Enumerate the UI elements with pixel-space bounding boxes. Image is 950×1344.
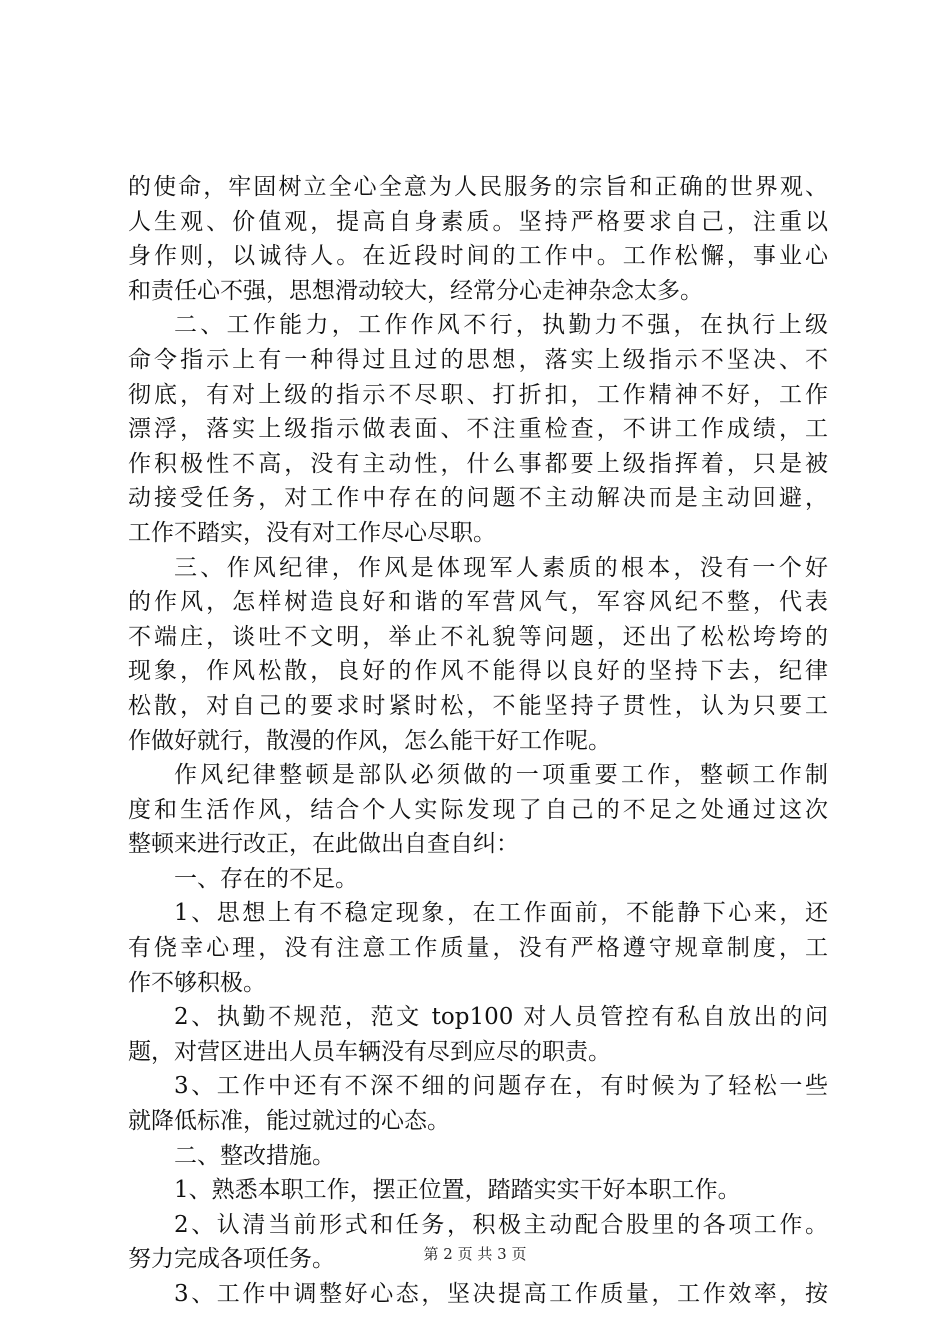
text-line: 身作则，以诚待人。在近段时间的工作中。工作松懈，事业心 <box>128 243 828 270</box>
text-line: 的作风，怎样树造良好和谐的军营风气，军容风纪不整，代表 <box>128 589 828 616</box>
page-footer: 第 2 页 共 3 页 <box>423 1245 527 1263</box>
text-line: 不端庄，谈吐不文明，举止不礼貌等问题，还出了松松垮垮的 <box>128 623 828 650</box>
text-line: 和责任心不强，思想滑动较大，经常分心走神杂念太多。 <box>128 277 703 304</box>
text-line: 二、工作能力，工作作风不行，执勤力不强，在执行上级 <box>174 312 828 339</box>
text-line: 现象，作风松散，良好的作风不能得以良好的坚持下去，纪律 <box>128 658 828 685</box>
text-line: 动接受任务，对工作中存在的问题不主动解决而是主动回避， <box>128 485 828 512</box>
text-line: 一、存在的不足。 <box>174 865 358 892</box>
text-line: 三、作风纪律，作风是体现军人素质的根本，没有一个好 <box>174 554 828 581</box>
text-line: 的使命，牢固树立全心全意为人民服务的宗旨和正确的世界观、 <box>128 174 828 200</box>
text-line: 作做好就行，散漫的作风，怎么能干好工作呢。 <box>128 727 611 754</box>
text-line: 度和生活作风，结合个人实际发现了自己的不足之处通过这次 <box>128 796 828 823</box>
text-line: 有侥幸心理，没有注意工作质量，没有严格遵守规章制度，工 <box>128 935 828 962</box>
text-line: 二、整改措施。 <box>174 1142 335 1169</box>
text-line: 命令指示上有一种得过且过的思想，落实上级指示不坚决、不 <box>128 346 828 373</box>
text-line: 松散，对自己的要求时紧时松，不能坚持子贯性，认为只要工 <box>128 692 828 719</box>
text-line: 漂浮，落实上级指示做表面、不注重检查，不讲工作成绩，工 <box>128 416 828 443</box>
text-line: 整顿来进行改正，在此做出自查自纠： <box>128 831 519 858</box>
text-line: 作不够积极。 <box>128 969 266 996</box>
text-line: 2、执勤不规范，范文 top100 对人员管控有私自放出的问 <box>174 1004 828 1031</box>
text-line: 题，对营区进出人员车辆没有尽到应尽的职责。 <box>128 1038 611 1065</box>
text-line: 3、工作中调整好心态，坚决提高工作质量，工作效率，按 <box>174 1281 828 1307</box>
text-line: 彻底，有对上级的指示不尽职、打折扣，工作精神不好，工作 <box>128 381 828 408</box>
text-line: 作风纪律整顿是部队必须做的一项重要工作，整顿工作制 <box>174 762 828 789</box>
text-line: 努力完成各项任务。 <box>128 1246 335 1273</box>
text-line: 1、思想上有不稳定现象，在工作面前，不能静下心来，还 <box>174 900 828 927</box>
text-line: 3、工作中还有不深不细的问题存在，有时候为了轻松一些 <box>174 1073 828 1100</box>
text-line: 工作不踏实，没有对工作尽心尽职。 <box>128 519 496 546</box>
body-text <box>128 170 828 1312</box>
text-line: 作积极性不高，没有主动性，什么事都要上级指挥着，只是被 <box>128 450 828 477</box>
text-line: 2、认清当前形式和任务，积极主动配合股里的各项工作。 <box>174 1211 828 1238</box>
text-line: 1、熟悉本职工作，摆正位置，踏踏实实干好本职工作。 <box>174 1177 741 1204</box>
text-line: 就降低标准，能过就过的心态。 <box>128 1108 450 1135</box>
text-line: 人生观、价值观，提高自身素质。坚持严格要求自己，注重以 <box>128 208 828 235</box>
